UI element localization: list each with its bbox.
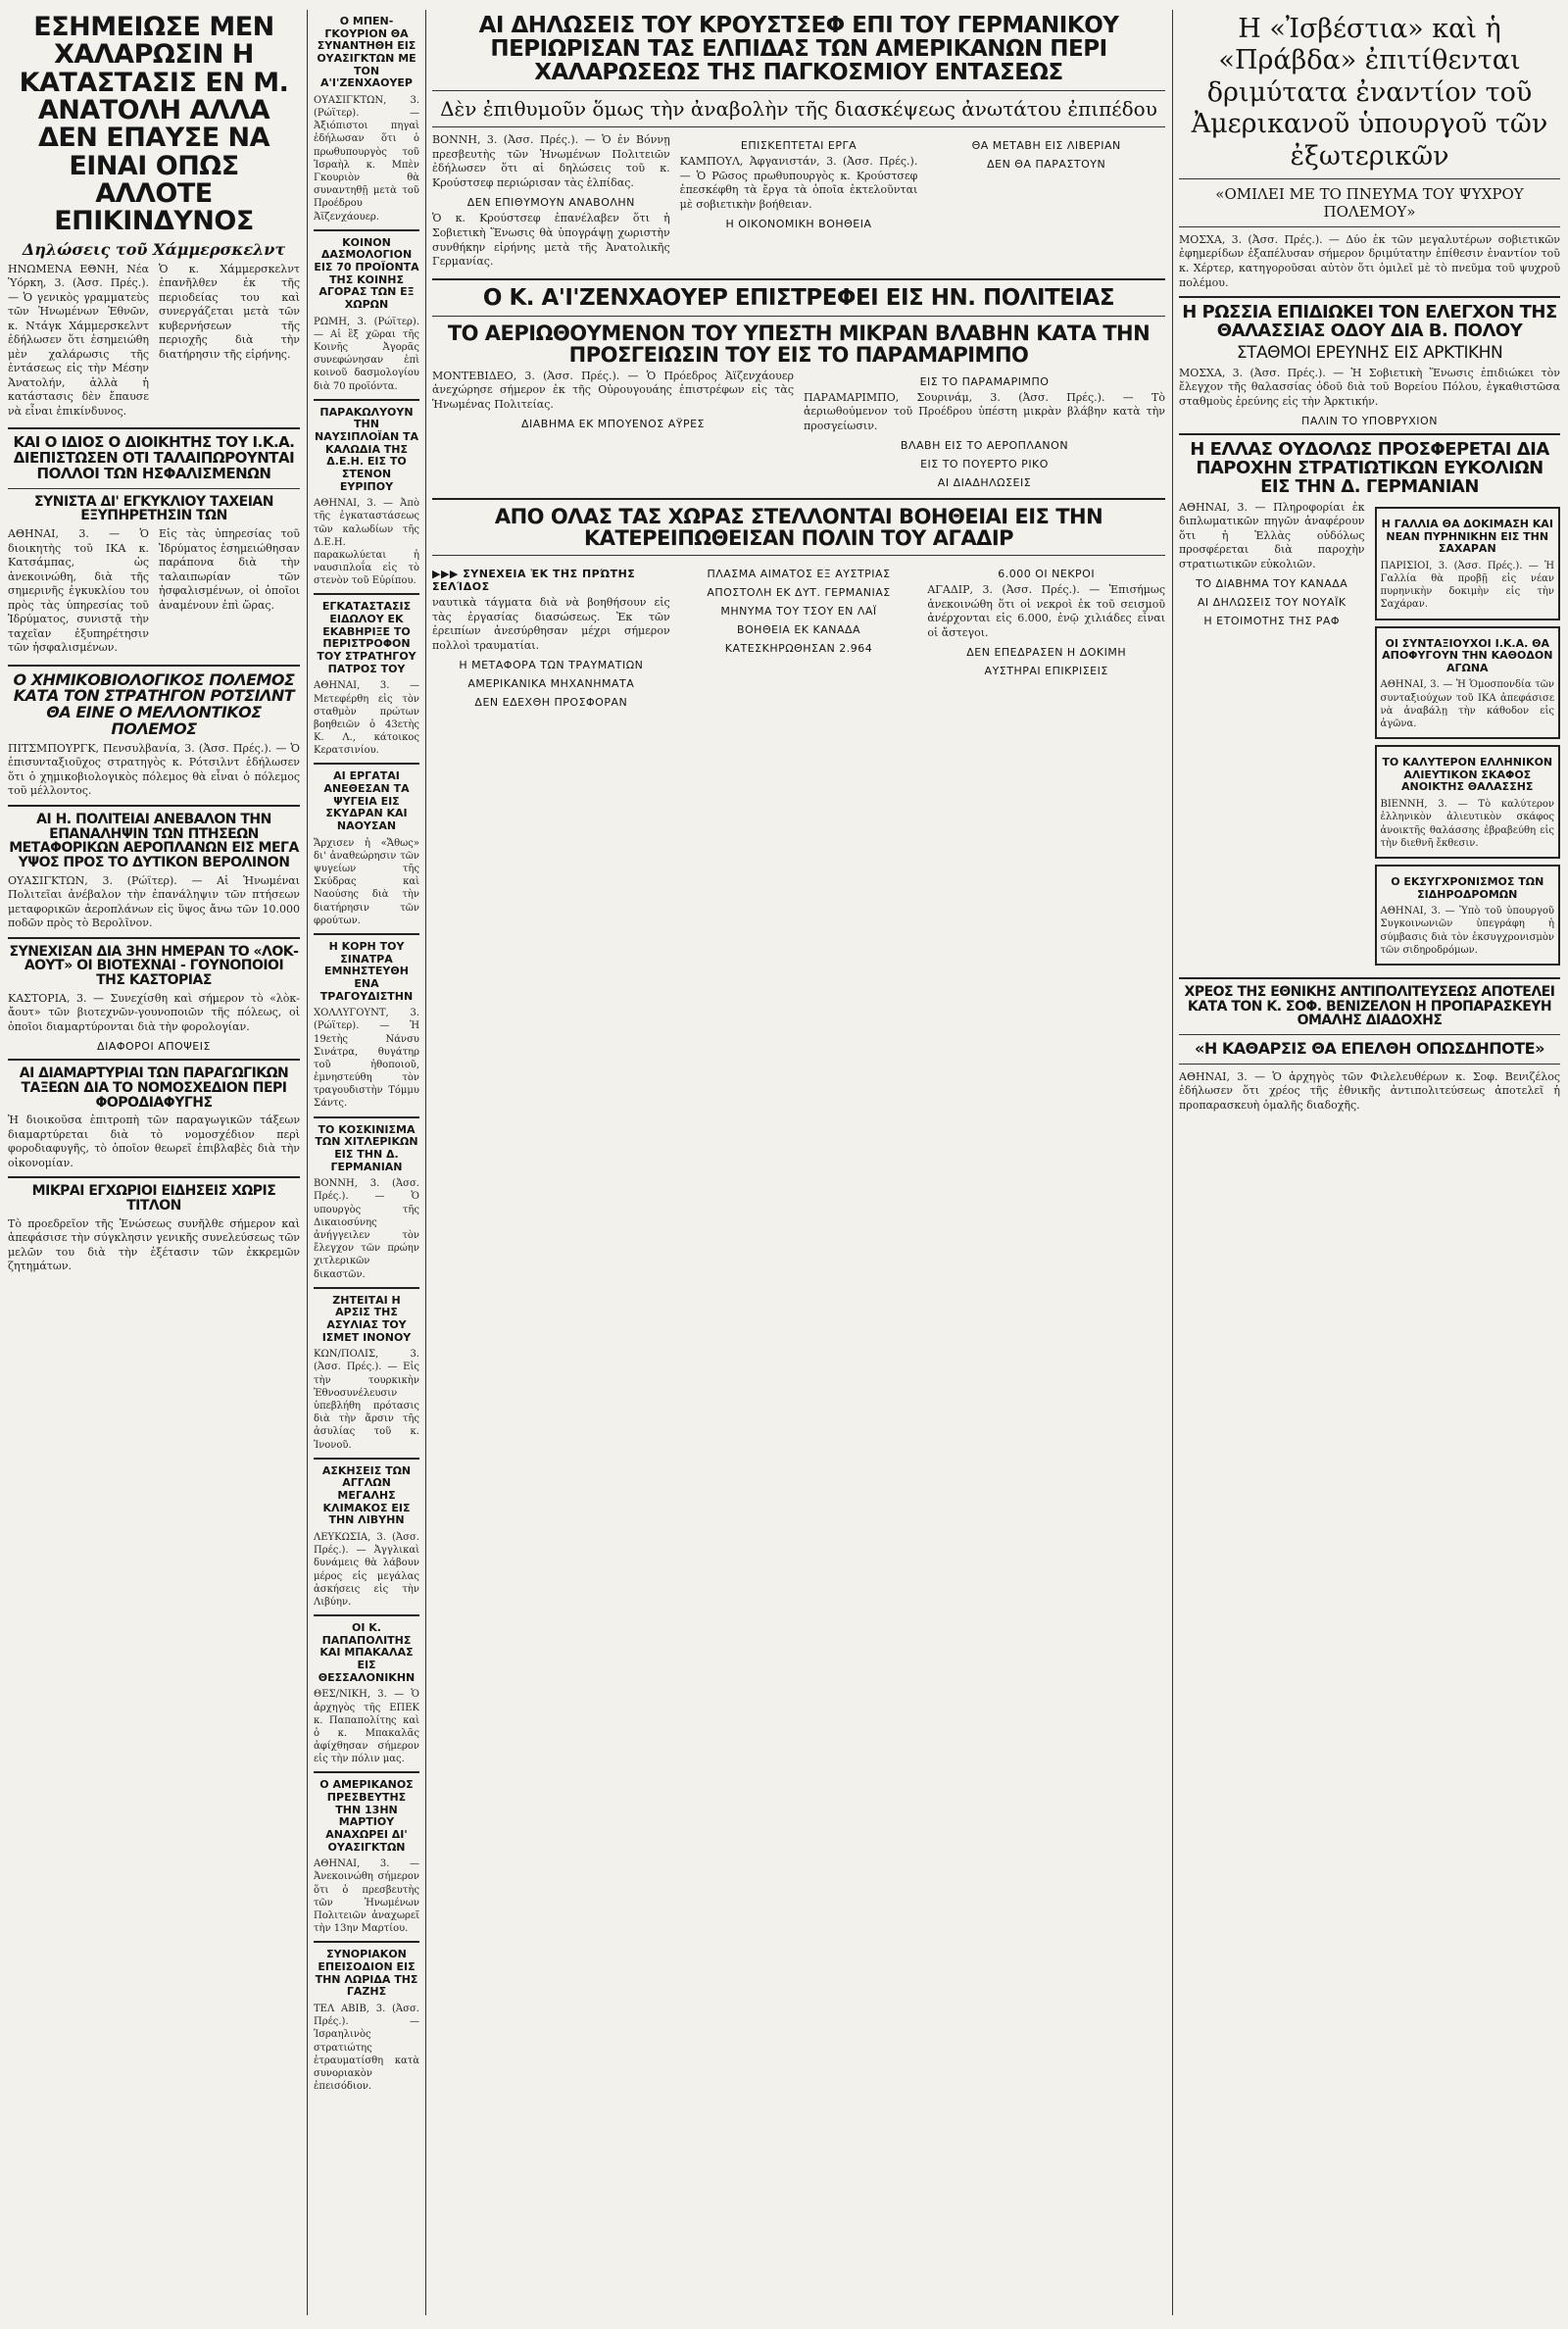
body-text: ΜΟΝΤΕΒΙΔΕΟ, 3. (Ἀσσ. Πρές.). — Ὁ Πρόεδρος Ἀϊζενχάουερ ἀνεχώρησε σήμερον ἐκ τῆς Οὐρουγουάης ἐπιστρέφων εἰς τὰς Ἡνωμένας Πολιτείας. (432, 369, 794, 411)
headline: ΤΟ ΚΑΛΥΤΕΡΟΝ ΕΛΛΗΝΙΚΟΝ ΑΛΙΕΥΤΙΚΟΝ ΣΚΑΦΟΣ ΑΝΟΙΚΤΗΣ ΘΑΛΑΣΣΗΣ (1382, 756, 1553, 794)
section-label: ΔΙΑΒΗΜΑ ΕΚ ΜΠΟΥΕΝΟΣ ΑΫΡΕΣ (521, 418, 705, 431)
subheadline: ΤΟ ΑΕΡΙΩΘΟΥΜΕΝΟΝ ΤΟΥ ΥΠΕΣΤΗ ΜΙΚΡΑΝ ΒΛΑΒΗΝ ΚΑΤΑ ΤΗΝ ΠΡΟΣΓΕΙΩΣΙΝ ΤΟΥ ΕΙΣ ΤΟ ΠΑΡΑΜΑΡΙΜΠΟ (447, 321, 1151, 367)
body-text: ΑΘΗΝΑΙ, 3. — Ἡ Ὁμοσπονδία τῶν συνταξιούχων τοῦ ΙΚΑ ἀπεφάσισε νὰ ἀναβάλῃ τὴν κάθοδον εἰς ἀγῶνα. (1380, 679, 1554, 730)
body-text: ΟΥΑΣΙΓΚΤΩΝ, 3. (Ρώϊτερ). — Αἱ Ἡνωμέναι Πολιτεῖαι ἀνέβαλον τὴν ἐπανάληψιν τῶν πτήσεων μεταφορικῶν ἀεροπλάνων εἰς ὕψος ἄνω τῶν 10.000 ποδῶν πρὸς τὸ Βερολῖνον. (8, 873, 300, 930)
section-label: ΔΕΝ ΕΔΕΧΘΗ ΠΡΟΣΦΟΡΑΝ (474, 696, 628, 710)
section-label: ΒΟΗΘΕΙΑ ΕΚ ΚΑΝΑΔΑ (736, 623, 861, 637)
headline: ΟΙ ΣΥΝΤΑΞΙΟΥΧΟΙ Ι.Κ.Α. ΘΑ ΑΠΟΦΥΓΟΥΝ ΤΗΝ ΚΑΘΟΔΟΝ ΑΓΩΝΑ (1382, 636, 1553, 674)
headline: ΜΙΚΡΑΙ ΕΓΧΩΡΙΟΙ ΕΙΔΗΣΕΙΣ ΧΩΡΙΣ ΤΙΤΛΟΝ (31, 1183, 276, 1214)
headline: Η ΡΩΣΣΙΑ ΕΠΙΔΙΩΚΕΙ ΤΟΝ ΕΛΕΓΧΟΝ ΤΗΣ ΘΑΛΑΣΣΙΑΣ ΟΔΟΥ ΔΙΑ Β. ΠΟΛΟΥ (1182, 302, 1557, 341)
article-agadir (432, 506, 1165, 712)
headline: ΠΑΡΑΚΩΛΥΟΥΝ ΤΗΝ ΝΑΥΣΙΠΛΟΪΑΝ ΤΑ ΚΑΛΩΔΙΑ ΤΗΣ Δ.Ε.Η. ΕΙΣ ΤΟ ΣΤΕΝΟΝ ΕΥΡΙΠΟΥ (314, 405, 419, 493)
body-text: ΑΘΗΝΑΙ, 3. — Ὑπὸ τοῦ ὑπουργοῦ Συγκοινωνιῶν ὑπεγράφη ἡ σύμβασις διὰ τὸν ἐκσυγχρονισμὸν τῶν σιδηροδρόμων. (1380, 906, 1554, 956)
body-text: ΒΟΝΝΗ, 3. (Ἀσσ. Πρές.). — Ὁ ἐν Βόννῃ πρεσβευτὴς τῶν Ἡνωμένων Πολιτειῶν ἐδήλωσεν ὅτι αἱ δηλώσεις τοῦ κ. Κρούστσεφ περιώρισαν τὰς ἐλπίδας. (432, 133, 670, 189)
sidebar-pensioners (1375, 626, 1561, 740)
body-text: ΗΝΩΜΕΝΑ ΕΘΝΗ, Νέα Ὑόρκη, 3. (Ἀσσ. Πρές.). — Ὁ γενικὸς γραμματεὺς τῶν Ἡνωμένων Ἐθνῶν, κ. Ντάγκ Χάμμερσκελντ ἐδήλωσεν ὅτι ἐσημειώθη μὲν χαλάρωσις τῆς ἐντάσεως εἰς τὴν Μέσην Ἀνατολήν, ἀλλὰ ἡ κατάστασις δὲν ἔπαυσε νὰ εἶναι ἐπικίνδυνος. (8, 262, 149, 418)
headline: ΚΑΙ Ο ΙΔΙΟΣ Ο ΔΙΟΙΚΗΤΗΣ ΤΟΥ Ι.Κ.Α. ΔΙΕΠΙΣΤΩΣΕΝ ΟΤΙ ΤΑΛΑΙΠΩΡΟΥΝΤΑΙ ΠΟΛΛΟΙ ΤΩΝ ΗΣΦΑΛΙΣΜΕΝΩΝ (13, 433, 295, 482)
article-tax-evasion (8, 1066, 300, 1170)
headline: ΑΙ ΔΗΛΩΣΕΙΣ ΤΟΥ ΚΡΟΥΣΤΣΕΦ ΕΠΙ ΤΟΥ ΓΕΡΜΑΝΙΚΟΥ ΠΕΡΙΩΡΙΣΑΝ ΤΑΣ ΕΛΠΙΔΑΣ ΤΩΝ ΑΜΕΡΙΚΑΝΩΝ ΠΕΡΙ ΧΑΛΑΡΩΣΕΩΣ ΤΗΣ ΠΑΓΚΟΣΜΙΟΥ ΕΝΤΑΣΕΩΣ (478, 13, 1119, 86)
body-text: ΠΑΡΑΜΑΡΙΜΠΟ, Σουρινάμ, 3. (Ἀσσ. Πρές.). — Τὸ ἀεριωθούμενον τοῦ Προέδρου ὑπέστη μικρὰν βλάβην κατὰ τὴν προσγείωσιν. (804, 390, 1165, 432)
headline: ΕΓΚΑΤΑΣΤΑΣΙΣ ΕΙΔΩΛΟΥ ΕΚ ΕΚΑΒΗΡΙΞΕ ΤΟ ΠΕΡΙΣΤΡΟΦΟΝ ΤΟΥ ΣΤΡΑΤΗΓΟΥ ΠΑΤΡΟΣ ΤΟΥ (317, 600, 416, 675)
brief-libya (314, 1465, 419, 1609)
article-greece-germany (1179, 441, 1560, 971)
headline: ΑΙ Η. ΠΟΛΙΤΕΙΑΙ ΑΝΕΒΑΛΟΝ ΤΗΝ ΕΠΑΝΑΛΗΨΙΝ ΤΩΝ ΠΤΗΣΕΩΝ ΜΕΤΑΦΟΡΙΚΩΝ ΑΕΡΟΠΛΑΝΩΝ ΕΙΣ ΜΕΓΑ ΥΨΟΣ ΠΡΟΣ ΤΟ ΔΥΤΙΚΟΝ ΒΕΡΟΛΙΝΟΝ (9, 811, 299, 870)
section-label: ΠΑΛΙΝ ΤΟ ΥΠΟΒΡΥΧΙΟΝ (1301, 415, 1438, 428)
body-text: ΑΘΗΝΑΙ, 3. — Ἀπὸ τῆς ἐγκαταστάσεως τῶν καλωδίων τῆς Δ.Ε.Η. παρακωλύεται ἡ ναυσιπλοΐα εἰς τὸ στενὸν τοῦ Εὐρίπου. (314, 498, 419, 587)
body-text: ΑΘΗΝΑΙ, 3. — Πληροφορίαι ἐκ διπλωματικῶν πηγῶν ἀναφέρουν ὅτι ἡ Ἑλλὰς οὐδόλως προσφέρεται διὰ παροχὴν στρατιωτικῶν εὐκολιῶν. (1179, 500, 1365, 570)
body-text: ΑΓΑΔΙΡ, 3. (Ἀσσ. Πρές.). — Ἐπισήμως ἀνεκοινώθη ὅτι οἱ νεκροὶ ἐκ τοῦ σεισμοῦ ἀνέρχονται εἰς 6.000, ἐνῷ χιλιάδες εἶναι οἱ ἄστεγοι. (927, 583, 1165, 639)
column-rule (425, 10, 426, 2315)
body-text: ΒΟΝΝΗ, 3. (Ἀσσ. Πρές.). — Ὁ υπουργὸς τῆς Δικαιοσύνης ἀνήγγειλεν τὸν ἔλεγχον τῶν πρώην χιτλερικῶν δικαστῶν. (314, 1178, 419, 1280)
headline: ΑΙ ΕΡΓΑΤΑΙ ΑΝΕΘΕΣΑΝ ΤΑ ΨΥΓΕΙΑ ΕΙΣ ΣΚΥΔΡΑΝ ΚΑΙ ΝΑΟΥΣΑΝ (323, 769, 410, 833)
subheadline: Δηλώσεις τοῦ Χάμμερσκελντ (22, 239, 286, 259)
section-label: Η ΕΤΟΙΜΟΤΗΣ ΤΗΣ ΡΑΦ (1203, 615, 1341, 628)
headline: ΣΥΝΟΡΙΑΚΟΝ ΕΠΕΙΣΟΔΙΟΝ ΕΙΣ ΤΗΝ ΛΩΡΙΔΑ ΤΗΣ ΓΑΖΗΣ (315, 1948, 418, 1999)
headline: Ο ΑΜΕΡΙΚΑΝΟΣ ΠΡΕΣΒΕΥΤΗΣ ΤΗΝ 13ΗΝ ΜΑΡΤΙΟΥ ΑΝΑΧΩΡΕΙ ΔΙ' ΟΥΑΣΙΓΚΤΩΝ (319, 1778, 414, 1854)
body-text: ΑΘΗΝΑΙ, 3. — Ὁ ἀρχηγὸς τῶν Φιλελευθέρων κ. Σοφ. Βενιζέλος ἐδήλωσεν ὅτι χρέος τῆς ἐθνικῆς ἀντιπολιτεύσεως ἀποτελεῖ ἡ προπαρασκευὴ ὁμαλῆς διαδοχῆς. (1179, 1069, 1560, 1112)
body-text: Ὁ κ. Χάμμερσκελντ ἐπανῆλθεν ἐκ τῆς περιοδείας του καὶ συνεργάζεται μετὰ τῶν κυβερνήσεων τῆς περιοχῆς διὰ τὴν διατήρησιν τῆς εἰρήνης. (159, 262, 300, 361)
article-izvestia-pravda (1179, 14, 1560, 290)
sidebar-railways (1375, 865, 1561, 966)
headline: ΤΟ ΚΟΣΚΙΝΙΣΜΑ ΤΩΝ ΧΙΤΛΕΡΙΚΩΝ ΕΙΣ ΤΗΝ Δ. ΓΕΡΜΑΝΙΑΝ (315, 1122, 418, 1173)
headline: Η ΓΑΛΛΙΑ ΘΑ ΔΟΚΙΜΑΣΗ ΚΑΙ ΝΕΑΝ ΠΥΡΗΝΙΚΗΝ ΕΙΣ ΤΗΝ ΣΑΧΑΡΑΝ (1381, 517, 1553, 556)
section-label: 6.000 ΟΙ ΝΕΚΡΟΙ (998, 568, 1096, 581)
column-center (432, 10, 1165, 2317)
headline: Η ΚΟΡΗ ΤΟΥ ΣΙΝΑΤΡΑ ΕΜΝΗΣΤΕΥΘΗ ΕΝΑ ΤΡΑΓΟΥΔΙΣΤΗΝ (319, 939, 414, 1003)
headline: ΑΙ ΔΙΑΜΑΡΤΥΡΙΑΙ ΤΩΝ ΠΑΡΑΓΩΓΙΚΩΝ ΤΑΞΕΩΝ ΔΙΑ ΤΟ ΝΟΜΟΣΧΕΔΙΟΝ ΠΕΡΙ ΦΟΡΟΔΙΑΦΥΓΗΣ (19, 1065, 289, 1111)
section-label: ΚΑΤΕΣΚΗΡΩΘΗΣΑΝ 2.964 (724, 642, 873, 656)
brief-revolver (314, 601, 419, 757)
section-label: ΑΙ ΔΗΛΩΣΕΙΣ ΤΟΥ ΝΟΥΑΪΚ (1197, 596, 1347, 610)
headline: ΑΣΚΗΣΕΙΣ ΤΩΝ ΑΓΓΛΩΝ ΜΕΓΑΛΗΣ ΚΛΙΜΑΚΟΣ ΕΙΣ ΤΗΝ ΛΙΒΥΗΝ (321, 1463, 412, 1527)
headline: Ο ΜΠΕΝ-ΓΚΟΥΡΙΟΝ ΘΑ ΣΥΝΑΝΤΗΘΗ ΕΙΣ ΟΥΑΣΙΓΚΤΩΝ ΜΕ ΤΟΝ Α'Ι'ΖΕΝΧΑΟΥΕΡ (317, 15, 416, 90)
brief-evripos (314, 407, 419, 588)
article-venizelos (1179, 985, 1560, 1113)
headline: Ο Κ. Α'Ι'ΖΕΝΧΑΟΥΕΡ ΕΠΙΣΤΡΕΦΕΙ ΕΙΣ ΗΝ. ΠΟΛΙΤΕΙΑΣ (482, 284, 1115, 311)
article-berlin-flights (8, 813, 300, 931)
body-text: Εἰς τὰς ὑπηρεσίας τοῦ Ἱδρύματος ἐσημειώθησαν παράπονα διὰ τὴν ταλαιπωρίαν τῶν ἠσφαλισμένων, οἱ ὁποῖοι ἀναμένουν ἐπὶ ὥρας. (159, 527, 300, 612)
body-text: ΧΟΛΛΥΓΟΥΝΤ, 3. (Ρώϊτερ). — Ἡ 19ετὴς Νάνσυ Σινάτρα, θυγάτηρ τοῦ ἠθοποιοῦ, ἐμνηστεύθη τὸν τραγουδιστὴν Τόμμυ Σάντς. (314, 1008, 419, 1110)
body-text: Ἄρχισεν ἡ «Ἄθως» δι' ἀναθεώρησιν τῶν ψυγείων τῆς Σκύδρας καὶ Ναούσης διὰ τὴν διατήρησιν τῶν φρούτων. (314, 837, 419, 926)
section-label: Η ΜΕΤΑΦΟΡΑ ΤΩΝ ΤΡΑΥΜΑΤΙΩΝ (459, 659, 644, 672)
body-text: Ὁ κ. Κρούστσεφ ἐπανέλαβεν ὅτι ἡ Σοβιετικὴ Ἕνωσις θὰ ὑπογράψῃ χωριστὴν συνθήκην εἰρήνης μετὰ τῆς Ἀνατολικῆς Γερμανίας. (432, 212, 670, 269)
column-rule (1172, 10, 1173, 2315)
body-text: ΑΘΗΝΑΙ, 3. — Ὁ διοικητὴς τοῦ ΙΚΑ κ. Κατσάμπας, ὡς ἀνεκοινώθη, διὰ τῆς σημερινῆς ἐγκυκλίου του πρὸς τὰς ὑπηρεσίας τοῦ Ἱδρύματος, συνιστᾷ τὴν ταχεῖαν ἐξυπηρέτησιν τῶν ἠσφαλισμένων. (8, 527, 149, 655)
continuation-note: ▶▶▶ ΣΥΝΕΧΕΙΑ ἘΚ ΤΗ͂Σ ΠΡΏΤΗΣ ΣΕΛΊΔΟΣ (432, 568, 636, 594)
body-text: ΠΑΡΙΣΙΟΙ, 3. (Ἀσσ. Πρές.). — Ἡ Γαλλία θὰ προβῇ εἰς νέαν πυρηνικὴν δοκιμὴν εἰς τὴν Σαχάραν. (1380, 560, 1554, 611)
headline: Ο ΧΗΜΙΚΟΒΙΟΛΟΓΙΚΟΣ ΠΟΛΕΜΟΣ ΚΑΤΑ ΤΟΝ ΣΤΡΑΤΗΓΟΝ ΡΟΤΣΙΛΝΤ ΘΑ ΕΙΝΕ Ο ΜΕΛΛΟΝΤΙΚΟΣ ΠΟΛΕΜΟΣ (13, 669, 295, 739)
headline: Η «Ἰσβέστια» καὶ ἡ «Πράβδα» ἐπιτίθενται δριμύτατα ἐναντίον τοῦ Ἀμερικανοῦ ὑπουργοῦ τῶν ἐξωτερικῶν (1191, 14, 1548, 172)
body-text: ΑΘΗΝΑΙ, 3. — Ἀνεκοινώθη σήμερον ὅτι ὁ πρεσβευτὴς τῶν Ἡνωμένων Πολιτειῶν ἀναχωρεῖ τὴν 13ην Μαρτίου. (314, 1858, 419, 1935)
section-label: ΔΕΝ ΕΠΕΔΡΑΣΕΝ Η ΔΟΚΙΜΗ (966, 646, 1127, 660)
body-text: ΚΑΣΤΟΡΙΑ, 3. — Συνεχίσθη καὶ σήμερον τὸ «λὸκ-ἄουτ» τῶν βιοτεχνῶν-γουνοποιῶν τῆς πόλεως, οἱ ὁποῖοι διαμαρτύρονται διὰ τὴν φορολογίαν. (8, 991, 300, 1033)
headline: Η ΕΛΛΑΣ ΟΥΔΟΛΩΣ ΠΡΟΣΦΕΡΕΤΑΙ ΔΙΑ ΠΑΡΟΧΗΝ ΣΤΡΑΤΙΩΤΙΚΩΝ ΕΥΚΟΛΙΩΝ ΕΙΣ ΤΗΝ Δ. ΓΕΡΜΑΝΙΑΝ (1190, 439, 1549, 497)
subheadline: ΣΤΑΘΜΟΙ ΕΡΕΥΝΗΣ ΕΙΣ ΑΡΚΤΙΚΗΝ (1236, 342, 1503, 363)
section-label: ΔΙΑΦΟΡΟΙ ΑΠΟΨΕΙΣ (97, 1040, 211, 1054)
section-label: ΔΕΝ ΘΑ ΠΑΡΑΣΤΟΥΝ (987, 158, 1106, 172)
arrow-icon: ▶▶▶ (432, 568, 459, 581)
headline: ΟΙ Κ. ΠΑΠΑΠΟΛΙΤΗΣ ΚΑΙ ΜΠΑΚΑΛΑΣ ΕΙΣ ΘΕΣΣΑΛΟΝΙΚΗΝ (318, 1621, 416, 1684)
headline: Ο ΕΚΣΥΓΧΡΟΝΙΣΜΟΣ ΤΩΝ ΣΙΔΗΡΟΔΡΟΜΩΝ (1391, 874, 1544, 901)
article-khrushchev (432, 14, 1165, 273)
article-local-news (8, 1184, 300, 1273)
body-text: ναυτικὰ τάγματα διὰ νὰ βοηθήσουν εἰς τὰς ἐργασίας διασώσεως. Ἐκ τῶν ἐρειπίων ἀνεσύρθησαν μέχρι σήμερον πολλοὶ τραυματίαι. (432, 596, 670, 652)
article-chemical-war (8, 669, 300, 799)
section-label: ΠΛΑΣΜΑ ΑΙΜΑΤΟΣ ΕΞ ΑΥΣΤΡΙΑΣ (707, 568, 891, 581)
headline: ΖΗΤΕΙΤΑΙ Η ΑΡΣΙΣ ΤΗΣ ΑΣΥΛΙΑΣ ΤΟΥ ΙΣΜΕΤ ΙΝΟΝΟΥ (321, 1293, 412, 1344)
brief-inonu (314, 1295, 419, 1452)
body-text: ΜΟΣΧΑ, 3. (Ἀσσ. Πρές.). — Ἡ Σοβιετικὴ Ἕνωσις ἐπιδιώκει τὸν ἔλεγχον τῆς θαλασσίας ὁδοῦ διὰ τοῦ Βορείου Πόλου, ἐγκαθιστῶσα σταθμοὺς ἐρεύνης εἰς τὴν Ἀρκτικήν. (1179, 366, 1560, 408)
body-text: ΟΥΑΣΙΓΚΤΩΝ, 3. (Ρώϊτερ). — Ἀξιόπιστοι πηγαὶ ἐδήλωσαν ὅτι ὁ πρωθυπουργὸς τοῦ Ἰσραὴλ κ. Μπὲν Γκουριὸν θὰ συναντηθῇ μετὰ τοῦ Προέδρου Ἀϊζενχάουερ. (314, 94, 419, 223)
brief-common-market (314, 237, 419, 393)
subheadline: ΣΥΝΙΣΤΑ ΔΙ' ΕΓΚΥΚΛΙΟΥ ΤΑΧΕΙΑΝ ΕΞΥΠΗΡΕΤΗΣΙΝ ΤΩΝ (34, 493, 273, 524)
brief-papapolitis (314, 1622, 419, 1765)
article-middle-east (8, 14, 300, 421)
body-text: ΒΙΕΝΝΗ, 3. — Τὸ καλύτερον ἑλληνικὸν ἀλιευτικὸν σκάφος ἀνοικτῆς θαλάσσης ἐβραβεύθη εἰς τὴν διεθνῆ ἔκθεσιν. (1380, 799, 1554, 849)
section-label: ΑΙ ΔΙΑΔΗΛΩΣΕΙΣ (937, 476, 1032, 490)
section-label: ΕΙΣ ΤΟ ΠΟΥΕΡΤΟ ΡΙΚΟ (920, 458, 1049, 471)
section-label: ΔΕΝ ΕΠΙΘΥΜΟΥΝ ΑΝΑΒΟΛΗΝ (466, 196, 635, 210)
article-eisenhower (432, 286, 1165, 493)
brief-hitler-judges (314, 1124, 419, 1281)
column-left (8, 10, 300, 2317)
section-label: Η ΟΙΚΟΝΟΜΙΚΗ ΒΟΗΘΕΙΑ (725, 218, 872, 231)
brief-refrigerators (314, 770, 419, 927)
body-text: ΛΕΥΚΩΣΙΑ, 3. (Ἀσσ. Πρές.). — Ἀγγλικαὶ δυνάμεις θὰ λάβουν μέρος εἰς μεγάλας ἀσκήσεις εἰς τὴν Λιβύην. (314, 1532, 419, 1608)
body-text: ΜΟΣΧΑ, 3. (Ἀσσ. Πρές.). — Δύο ἐκ τῶν μεγαλυτέρων σοβιετικῶν ἐφημερίδων ἐξαπέλυσαν σήμερον δριμύτατην ἐπίθεσιν ἐναντίον τοῦ κ. Χέρτερ, κατηγοροῦσαι αὐτὸν ὅτι ὁμιλεῖ μὲ τὸ πνεῦμα τοῦ ψυχροῦ πολέμου. (1179, 232, 1560, 289)
article-ika (8, 435, 300, 658)
headline: ΑΠΟ ΟΛΑΣ ΤΑΣ ΧΩΡΑΣ ΣΤΕΛΛΟΝΤΑΙ ΒΟΗΘΕΙΑΙ ΕΙΣ ΤΗΝ ΚΑΤΕΡΕΙΠΩΘΕΙΣΑΝ ΠΟΛΙΝ ΤΟΥ ΑΓΑΔΙΡ (494, 505, 1103, 551)
column-news-briefs (314, 10, 419, 2317)
headline: ΕΣΗΜΕΙΩΣΕ ΜΕΝ ΧΑΛΑΡΩΣΙΝ Η ΚΑΤΑΣΤΑΣΙΣ ΕΝ Μ. ΑΝΑΤΟΛΗ ΑΛΛΑ ΔΕΝ ΕΠΑΥΣΕ ΝΑ ΕΙΝΑΙ ΟΠΩΣ ΑΛΛΟΤΕ ΕΠΙΚΙΝΔΥΝΟΣ (19, 12, 289, 237)
sidebar-fishing-vessel (1375, 745, 1561, 859)
body-text: ΚΑΜΠΟΥΛ, Ἀφγανιστάν, 3. (Ἀσσ. Πρές.). — Ὁ Ρῶσος πρωθυπουργὸς κ. Κρούστσεφ ἐπεσκέφθη τὰ ἔργα τὰ ὁποῖα ἐκτελοῦνται μὲ σοβιετικὴν βοήθειαν. (679, 155, 918, 211)
section-label: ΘΑ ΜΕΤΑΒΗ ΕΙΣ ΛΙΒΕΡΙΑΝ (971, 139, 1121, 153)
section-label: ΕΙΣ ΤΟ ΠΑΡΑΜΑΡΙΜΠΟ (919, 374, 1050, 388)
subheadline: «Η ΚΑΘΑΡΣΙΣ ΘΑ ΕΠΕΛΘΗ ΟΠΩΣΔΗΠΟΤΕ» (1195, 1038, 1544, 1058)
body-text: ΚΩΝ/ΠΟΛΙΣ, 3. (Ἀσσ. Πρές.). — Εἰς τὴν τουρκικὴν Ἐθνοσυνέλευσιν ὑπεβλήθη πρότασις διὰ τὴν ἄρσιν τῆς ἀσυλίας τοῦ κ. Ἰνονοῦ. (314, 1349, 419, 1451)
body-text: ΤΕΛ ΑΒΙΒ, 3. (Ἀσσ. Πρές.). — Ἰσραηλινὸς στρατιώτης ἐτραυματίσθη κατὰ συνοριακὸν ἐπεισόδιον. (314, 2003, 419, 2093)
brief-gaza (314, 1949, 419, 2093)
headline: ΣΥΝΕΧΙΣΑΝ ΔΙΑ 3ΗΝ ΗΜΕΡΑΝ ΤΟ «ΛΟΚ-ΑΟΥΤ» ΟΙ ΒΙΟΤΕΧΝΑΙ - ΓΟΥΝΟΠΟΙΟΙ ΤΗΣ ΚΑΣΤΟΡΙΑΣ (9, 943, 299, 989)
body-text: ΠΙΤΣΜΠΟΥΡΓΚ, Πενσυλβανία, 3. (Ἀσσ. Πρές.). — Ὁ ἐπισυνταξιοῦχος στρατηγὸς κ. Ρότσιλντ ἐδήλωσεν ὅτι ὁ χημικοβιολογικὸς πόλεμος θὰ εἶναι ὁ πόλεμος τοῦ μέλλοντος. (8, 741, 300, 798)
sidebar-france (1375, 507, 1561, 620)
brief-ambassador (314, 1779, 419, 1935)
body-text: ΡΩΜΗ, 3. (Ρώϊτερ). — Αἱ ἓξ χῶραι τῆς Κοινῆς Ἀγορᾶς συνεφώνησαν ἐπὶ κοινοῦ δασμολογίου διὰ 70 προϊόντα. (314, 316, 419, 392)
brief-ben-gurion (314, 16, 419, 223)
section-label: ΑΠΟΣΤΟΛΗ ΕΚ ΔΥΤ. ΓΕΡΜΑΝΙΑΣ (707, 586, 891, 600)
body-text: Ἡ διοικοῦσα ἐπιτροπὴ τῶν παραγωγικῶν τάξεων διαμαρτύρεται διὰ τὸ νομοσχέδιον περὶ φοροδιαφυγῆς, τὸ ὁποῖον θεωρεῖ ἐπιβλαβὲς διὰ τὴν οἰκονομίαν. (8, 1114, 300, 1169)
column-right (1179, 10, 1560, 2317)
subheadline: Δὲν ἐπιθυμοῦν ὅμως τὴν ἀναβολὴν τῆς διασκέψεως ἀνωτάτου ἐπιπέδου (440, 97, 1157, 122)
headline: ΚΟΙΝΟΝ ΔΑΣΜΟΛΟΓΙΟΝ ΕΙΣ 70 ΠΡΟΪΟΝΤΑ ΤΗΣ ΚΟΙΝΗΣ ΑΓΟΡΑΣ ΤΩΝ ΕΞ ΧΩΡΩΝ (314, 235, 419, 311)
section-label: ΑΥΣΤΗΡΑΙ ΕΠΙΚΡΙΣΕΙΣ (984, 665, 1108, 678)
section-label: ΕΠΙΣΚΕΠΤΕΤΑΙ ΕΡΓΑ (740, 139, 858, 153)
subheadline: «ΟΜΙΛΕΙ ΜΕ ΤΟ ΠΝΕΥΜΑ ΤΟΥ ΨΥΧΡΟΥ ΠΟΛΕΜΟΥ» (1215, 184, 1524, 221)
section-label: ΜΗΝΥΜΑ ΤΟΥ ΤΣΟΥ ΕΝ ΛΑΪ (720, 605, 877, 619)
brief-sinatra (314, 941, 419, 1111)
body-text: ΑΘΗΝΑΙ, 3. — Μετεφέρθη εἰς τὸν σταθμὸν πρώτων βοηθειῶν ὁ 43ετὴς Κ. Λ., κάτοικος Κερατσινίου. (314, 680, 419, 757)
body-text: ΘΕΣ/ΝΙΚΗ, 3. — Ὁ ἀρχηγὸς τῆς ΕΠΕΚ κ. Παπαπολίτης καὶ ὁ κ. Μπακαλᾶς ἀφίχθησαν σήμερον εἰς τὴν πόλιν μας. (314, 1689, 419, 1765)
headline: ΧΡΕΟΣ ΤΗΣ ΕΘΝΙΚΗΣ ΑΝΤΙΠΟΛΙΤΕΥΣΕΩΣ ΑΠΟΤΕΛΕΙ ΚΑΤΑ ΤΟΝ Κ. ΣΟΦ. ΒΕΝΙΖΕΛΟΝ Η ΠΡΟΠΑΡΑΣΚΕΥΗ ΟΜΑΛΗΣ ΔΙΑΔΟΧΗΣ (1184, 983, 1555, 1029)
section-label: ΑΜΕΡΙΚΑΝΙΚΑ ΜΗΧΑΝΗΜΑΤΑ (467, 677, 635, 691)
article-russia-arctic (1179, 304, 1560, 427)
section-label: ΒΛΑΒΗ ΕΙΣ ΤΟ ΑΕΡΟΠΛΑΝΟΝ (900, 439, 1069, 453)
column-rule (307, 10, 308, 2315)
body-text: Τὸ προεδρεῖον τῆς Ἑνώσεως συνῆλθε σήμερον καὶ ἀπεφάσισε τὴν σύγκλησιν γενικῆς συνελεύσεως τῶν μελῶν του διὰ τὴν ἐξέτασιν τῶν ἐκκρεμῶν ζητημάτων. (8, 1216, 300, 1273)
section-label: ΤΟ ΔΙΑΒΗΜΑ ΤΟΥ ΚΑΝΑΔΑ (1196, 577, 1348, 591)
article-kastoria (8, 945, 300, 1054)
